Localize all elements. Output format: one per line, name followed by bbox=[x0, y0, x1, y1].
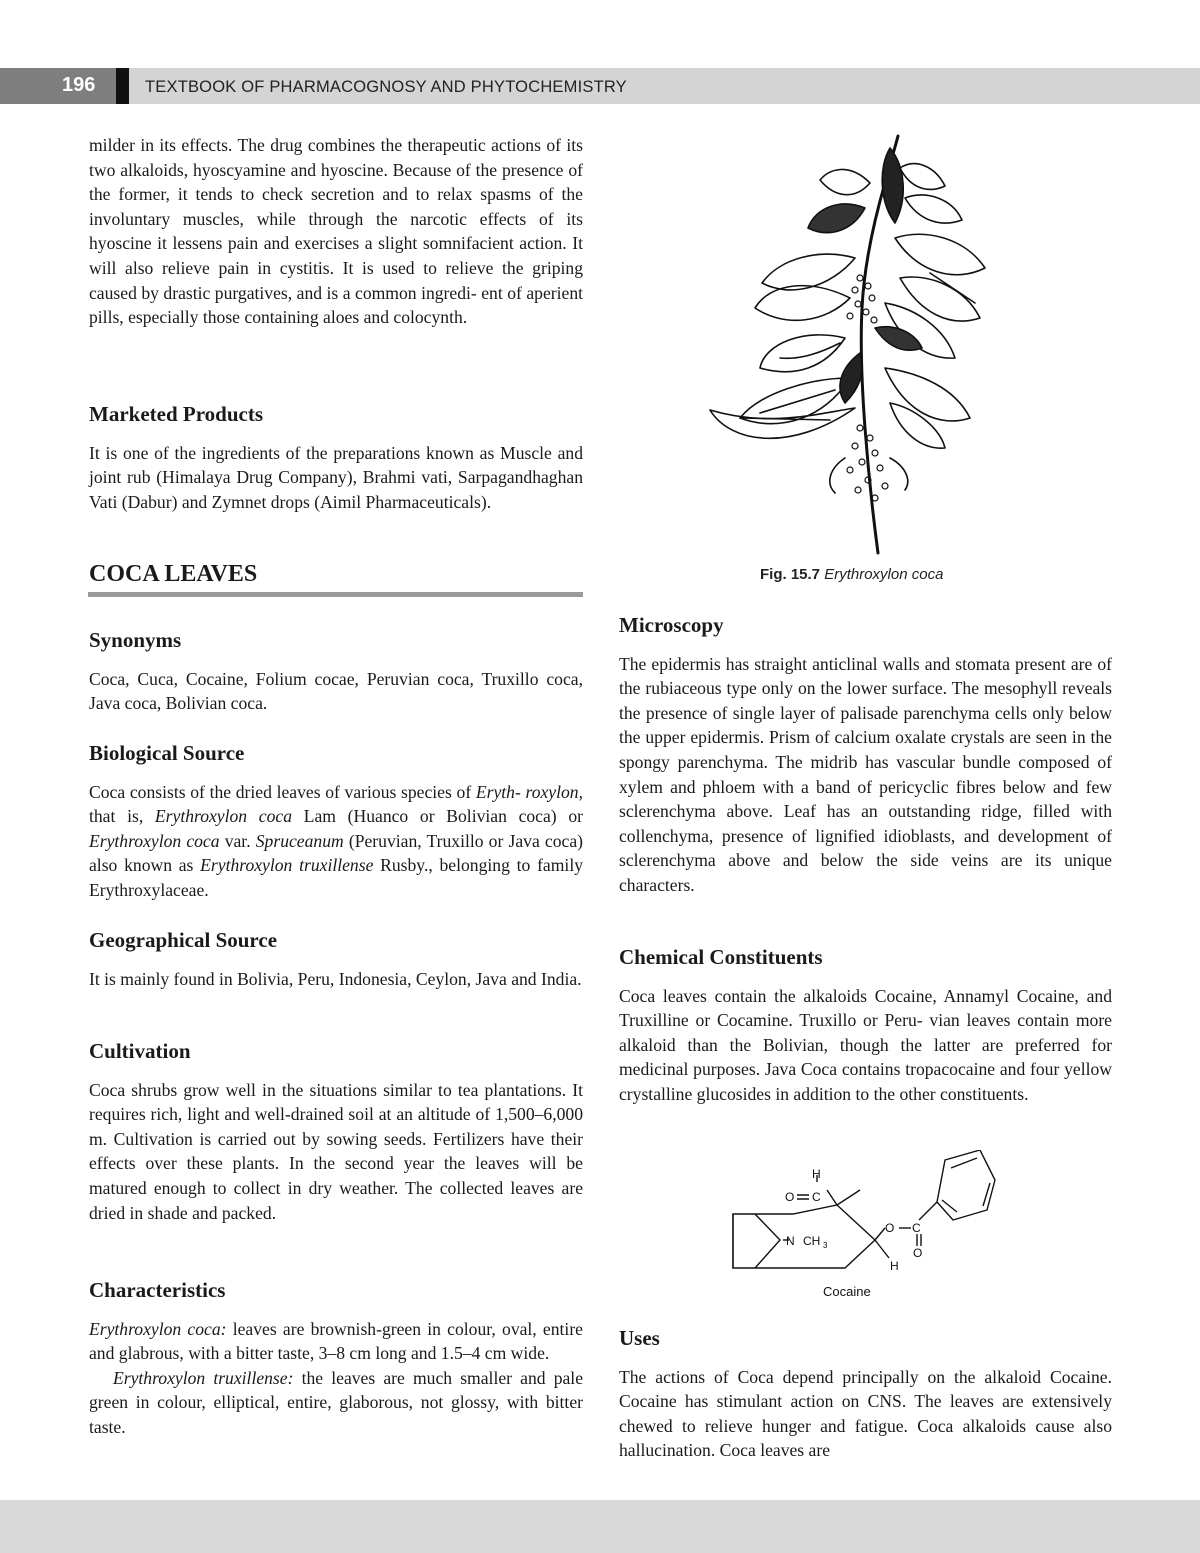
geographical-source-heading: Geographical Source bbox=[89, 928, 278, 952]
cocaine-label: Cocaine bbox=[823, 1284, 871, 1299]
chemical-constituents-section bbox=[619, 945, 1112, 1107]
atom-n: N bbox=[786, 1234, 795, 1248]
microscopy-heading: Microscopy bbox=[619, 613, 724, 637]
biological-source-heading: Biological Source bbox=[89, 741, 245, 765]
biological-source-text: Coca consists of the dried leaves of various species of Eryth- roxylon, that is, Erythroxylon coca Lam (Huanco or Bolivian coca) or Erythroxylon coca var. Spruceanum (Peruvian, Truxillo or Java coca) also known as Erythroxylon truxillense Rusby., belonging to family Erythroxylaceae. bbox=[89, 781, 584, 900]
footer-bar bbox=[0, 1500, 1200, 1553]
n-methyl-subscript: 3 bbox=[823, 1241, 828, 1250]
geographical-source-text: It is mainly found in Bolivia, Peru, Indonesia, Ceylon, Java and India. bbox=[89, 968, 582, 989]
coca-leaves-title bbox=[89, 562, 583, 587]
chemical-constituents-heading: Chemical Constituents bbox=[619, 945, 823, 969]
uses-section bbox=[619, 1326, 1112, 1463]
atom-h-bottom: H bbox=[890, 1259, 899, 1273]
uses-text: The actions of Coca depend principally on the alkaloid Cocaine. Cocaine has stimulant action on CNS. The leaves are extensively chewed to relieve hunger and fatigue. Coca alkaloids cause also hallucination. Coca leaves are bbox=[619, 1366, 1112, 1461]
marketed-products-section bbox=[89, 402, 583, 514]
atom-h-top: H bbox=[812, 1167, 821, 1181]
marketed-products-heading: Marketed Products bbox=[89, 402, 263, 426]
running-title: TEXTBOOK OF PHARMACOGNOSY AND PHYTOCHEMISTRY bbox=[145, 78, 627, 96]
chemical-constituents-text: Coca leaves contain the alkaloids Cocaine, Annamyl Cocaine, and Truxilline or Cocamine. Truxillo or Peru- vian leaves contain more alkaloid than the Bolivian, though the latter are preferred for medicinal purposes. Java Coca contains tropacocaine and four yellow crystalline glucosides in addition to the other constituents. bbox=[619, 985, 1112, 1104]
characteristics-para-1: Erythroxylon coca: leaves are brownish-green in colour, oval, entire and glabrous, with a bitter taste, 3–8 cm long and 1.5–4 cm wide. bbox=[89, 1318, 583, 1364]
cultivation-heading: Cultivation bbox=[89, 1039, 191, 1063]
main-heading: COCA LEAVES bbox=[89, 561, 258, 587]
figure-caption: Fig. 15.7 Erythroxylon coca bbox=[760, 566, 944, 583]
synonyms-section bbox=[89, 628, 583, 716]
atom-o-ester-double: O bbox=[913, 1246, 923, 1260]
microscopy-text: The epidermis has straight anticlinal walls and stomata present are of the rubiaceous type only on the lower surface. The mesophyll reveals the presence of single layer of palisade parenchyma cells only below the upper epidermis. Prism of calcium oxalate crystals are seen in the spongy parenchyma. The midrib has vascular bundle composed of xylem and phloem with a band of pericyclic fibres below and few sclerenchyma above. Leaf has an outstanding ridge, filled with collenchyma, presence of lignified idioblasts, and development of sclerenchyma above and below the side veins are its unique characters. bbox=[619, 653, 1112, 895]
cultivation-section bbox=[89, 1039, 583, 1225]
intro-text: milder in its effects. The drug combines the therapeutic actions of its two alkaloids, hyoscyamine and hyoscine. Because of the presence of the former, it tends to check secretion and to relax spasms of the involuntary muscles, while through the narcotic effects of its hyoscine it lessens pain and exercises a slight somnifacient action. It will also relieve pain in cystitis. It is used to relieve the griping caused by drastic purgatives, and is a common ingredi- ent of aperient pills, especially those containing aloes and colocynth. bbox=[89, 135, 583, 328]
erythroxylon-coca-illustration bbox=[700, 128, 990, 558]
uses-heading: Uses bbox=[619, 1326, 660, 1350]
characteristics-section bbox=[89, 1278, 583, 1440]
characteristics-heading: Characteristics bbox=[89, 1278, 226, 1302]
n-methyl-label: CH bbox=[803, 1234, 821, 1248]
geographical-source-section bbox=[89, 928, 583, 991]
biological-source-section bbox=[89, 741, 583, 903]
atom-o-ester: O bbox=[885, 1221, 895, 1235]
synonyms-heading: Synonyms bbox=[89, 628, 182, 652]
intro-paragraph bbox=[89, 133, 583, 330]
microscopy-section bbox=[619, 613, 1112, 898]
main-heading-rule bbox=[88, 592, 583, 597]
atom-o-carbonyl: O bbox=[785, 1190, 795, 1204]
atom-c-ester: C bbox=[912, 1221, 921, 1235]
cocaine-structure bbox=[725, 1150, 1015, 1300]
page-number: 196 bbox=[62, 74, 96, 96]
atom-c-carbonyl: C bbox=[812, 1190, 821, 1204]
marketed-products-text: It is one of the ingredients of the preparations known as Muscle and joint rub (Himalaya Drug Company), Brahmi vati, Sarpagandhaghan Vati (Dabur) and Zymnet drops (Aimil Pharmaceuticals). bbox=[89, 442, 583, 512]
synonyms-text: Coca, Cuca, Cocaine, Folium cocae, Peruvian coca, Truxillo coca, Java coca, Bolivian coca. bbox=[89, 668, 583, 714]
cultivation-text: Coca shrubs grow well in the situations similar to tea plantations. It requires rich, light and well-drained soil at an altitude of 1,500–6,000 m. Cultivation is carried out by sowing seeds. Fertilizers have their effects over these plants. In the second year the leaves will be matured enough to collect in dry weather. The collected leaves are dried in shade and packed. bbox=[89, 1079, 583, 1223]
characteristics-para-2: Erythroxylon truxillense: the leaves are much smaller and pale green in colour, elliptical, entire, glaborous, not glossy, with bitter taste. bbox=[89, 1367, 583, 1437]
page-number-box bbox=[0, 68, 116, 104]
header-divider bbox=[116, 68, 129, 104]
